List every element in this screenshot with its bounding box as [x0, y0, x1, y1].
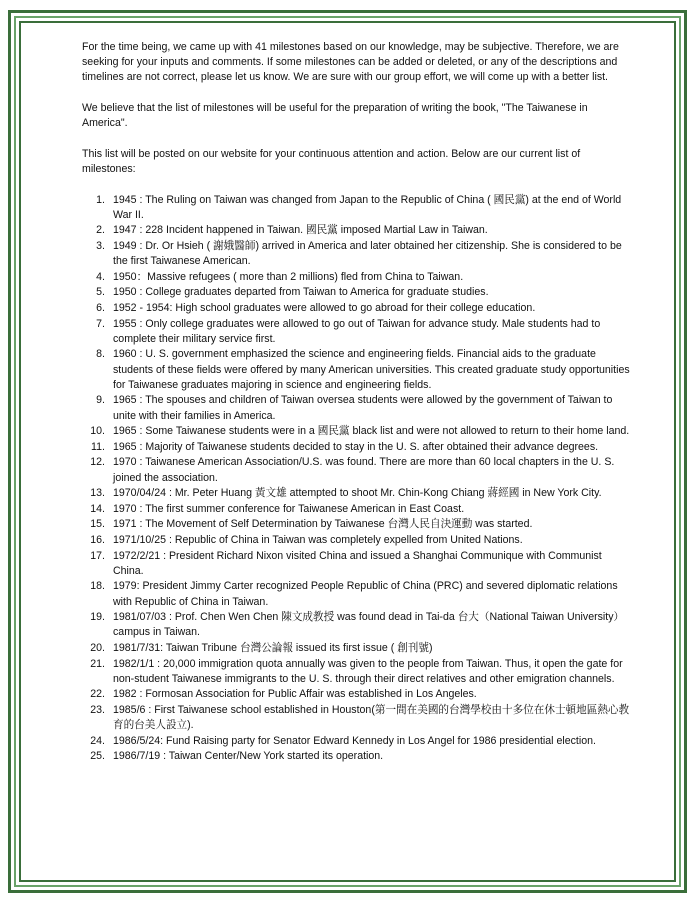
milestone-text: 1949 : Dr. Or Hsieh ( 謝娥醫師) arrived in America and later obtained her citizenship. She is considered to be the first Taiwanese American.: [113, 239, 622, 268]
milestone-item: [82, 687, 632, 702]
milestone-number: 13.: [90, 487, 105, 500]
milestone-text: 1960 : U. S. government emphasized the science and engineering fields. Financial aids to the graduate students of these fields were offered by many American universities. This created graduate study opportunities for Taiwanese graduates majoring in science and engineering fields.: [113, 348, 630, 391]
intro-paragraph-1: For the time being, we came up with 41 milestones based on our knowledge, may be subjective. Therefore, we are seeking for your inputs and comments. If some milestones can be added or deleted, or any of the descriptions and timelines are not correct, please let us know. We are sure with our group effort, we will come up with a better list.: [82, 41, 619, 84]
milestone-number: 6.: [96, 301, 105, 314]
milestone-number: 19.: [90, 611, 105, 624]
milestone-item: [82, 641, 632, 656]
milestone-text: 1950 : College graduates departed from Taiwan to America for graduate studies.: [113, 286, 489, 299]
intro-paragraph-3: This list will be posted on our website for your continuous attention and action. Below are our current list of milestones:: [82, 147, 581, 175]
milestone-item: [82, 734, 632, 749]
intro-paragraph-2: We believe that the list of milestones will be useful for the preparation of writing the book, "The Taiwanese in America".: [82, 102, 588, 130]
milestone-text: 1981/07/03 : Prof. Chen Wen Chen 陳文成教授 was found dead in Tai-da 台大（National Taiwan University）campus in Taiwan.: [113, 611, 625, 639]
document-body: [82, 40, 632, 765]
milestone-item: [82, 455, 632, 485]
milestone-text: 1955 : Only college graduates were allowed to go out of Taiwan for advance study. Male students had to complete their military service first.: [113, 317, 601, 345]
milestone-text: 1965 : The spouses and children of Taiwan oversea students were allowed by the government of Taiwan to unite with their families in America.: [113, 394, 613, 422]
milestone-number: 5.: [96, 286, 105, 299]
milestone-number: 15.: [90, 518, 105, 531]
milestone-number: 11.: [91, 440, 105, 453]
milestone-item: [82, 486, 632, 501]
milestone-number: 10.: [90, 425, 105, 438]
milestone-item: [82, 193, 632, 223]
milestone-item: [82, 301, 632, 316]
milestone-item: [82, 317, 632, 347]
milestone-text: 1970 : Taiwanese American Association/U.S. was found. There are more than 60 local chapters in the U. S. joined the association.: [113, 456, 615, 484]
milestone-item: [82, 579, 632, 609]
milestone-item: [82, 223, 632, 238]
milestone-number: 24.: [90, 734, 105, 747]
milestone-text: 1952 - 1954: High school graduates were allowed to go abroad for their college education.: [113, 301, 536, 314]
milestone-item: [82, 517, 632, 532]
milestone-item: [82, 393, 632, 423]
milestone-item: [82, 533, 632, 548]
milestone-number: 20.: [90, 641, 105, 654]
milestone-text: 1986/5/24: Fund Raising party for Senator Edward Kennedy in Los Angel for 1986 presidential election.: [113, 734, 596, 747]
milestone-number: 25.: [90, 750, 105, 763]
milestone-text: 1945 : The Ruling on Taiwan was changed from Japan to the Republic of China ( 國民黨) at the end of World War II.: [113, 193, 622, 221]
milestone-number: 1.: [96, 193, 105, 206]
milestone-number: 9.: [96, 394, 105, 407]
milestone-text: 1972/2/21 : President Richard Nixon visited China and issued a Shanghai Communique with Communist China.: [113, 549, 602, 577]
milestone-text: 1970/04/24 : Mr. Peter Huang 黃文雄 attempted to shoot Mr. Chin-Kong Chiang 蔣經國 in New York City.: [113, 487, 602, 500]
milestone-text: 1965 : Some Taiwanese students were in a 國民黨 black list and were not allowed to return to their home land.: [113, 425, 630, 438]
milestone-item: [82, 549, 632, 579]
milestone-text: 1971 : The Movement of Self Determination by Taiwanese 台灣人民自決運動 was started.: [113, 518, 533, 531]
milestone-number: 12.: [90, 456, 105, 469]
milestone-item: [82, 285, 632, 300]
milestone-text: 1950：Massive refugees ( more than 2 millions) fled from China to Taiwan.: [113, 270, 464, 283]
milestone-number: 18.: [90, 580, 105, 593]
milestone-list: [82, 193, 632, 765]
milestone-item: [82, 347, 632, 393]
milestone-number: 8.: [96, 348, 105, 361]
milestone-item: [82, 424, 632, 439]
milestone-number: 3.: [96, 239, 105, 252]
milestone-text: 1981/7/31: Taiwan Tribune 台灣公論報 issued its first issue ( 創刊號): [113, 641, 433, 654]
milestone-text: 1965 : Majority of Taiwanese students decided to stay in the U. S. after obtained their advance degrees.: [113, 440, 599, 453]
milestone-number: 4.: [96, 270, 105, 283]
milestone-text: 1971/10/25 : Republic of China in Taiwan was completely expelled from United Nations.: [113, 533, 523, 546]
milestone-text: 1985/6 : First Taiwanese school established in Houston(第一間在美國的台灣學校由十多位在休士頓地區熱心教育的台美人設立).: [113, 703, 630, 732]
milestone-number: 21.: [90, 657, 105, 670]
milestone-text: 1970 : The first summer conference for Taiwanese American in East Coast.: [113, 502, 465, 515]
milestone-item: [82, 703, 632, 733]
milestone-item: [82, 610, 632, 640]
milestone-item: [82, 502, 632, 517]
milestone-number: 16.: [90, 533, 105, 546]
milestone-item: [82, 239, 632, 269]
milestone-text: 1982 : Formosan Association for Public Affair was established in Los Angeles.: [113, 688, 477, 701]
milestone-number: 23.: [90, 703, 105, 716]
milestone-text: 1986/7/19 : Taiwan Center/New York started its operation.: [113, 750, 384, 763]
milestone-number: 2.: [96, 224, 105, 237]
milestone-number: 22.: [90, 688, 105, 701]
milestone-number: 7.: [96, 317, 105, 330]
milestone-item: [82, 749, 632, 764]
milestone-text: 1982/1/1 : 20,000 immigration quota annually was given to the people from Taiwan. Thus, it open the gate for non-student Taiwanese immigrants to the U. S. through their direct relatives and other emigration channels.: [113, 657, 623, 685]
milestone-item: [82, 657, 632, 687]
milestone-number: 17.: [90, 549, 105, 562]
milestone-text: 1947 : 228 Incident happened in Taiwan. 國民黨 imposed Martial Law in Taiwan.: [113, 224, 488, 237]
milestone-number: 14.: [90, 502, 105, 515]
milestone-text: 1979: President Jimmy Carter recognized People Republic of China (PRC) and severed diplomatic relations with Republic of China in Taiwan.: [113, 580, 618, 608]
milestone-item: [82, 440, 632, 455]
milestone-item: [82, 270, 632, 285]
